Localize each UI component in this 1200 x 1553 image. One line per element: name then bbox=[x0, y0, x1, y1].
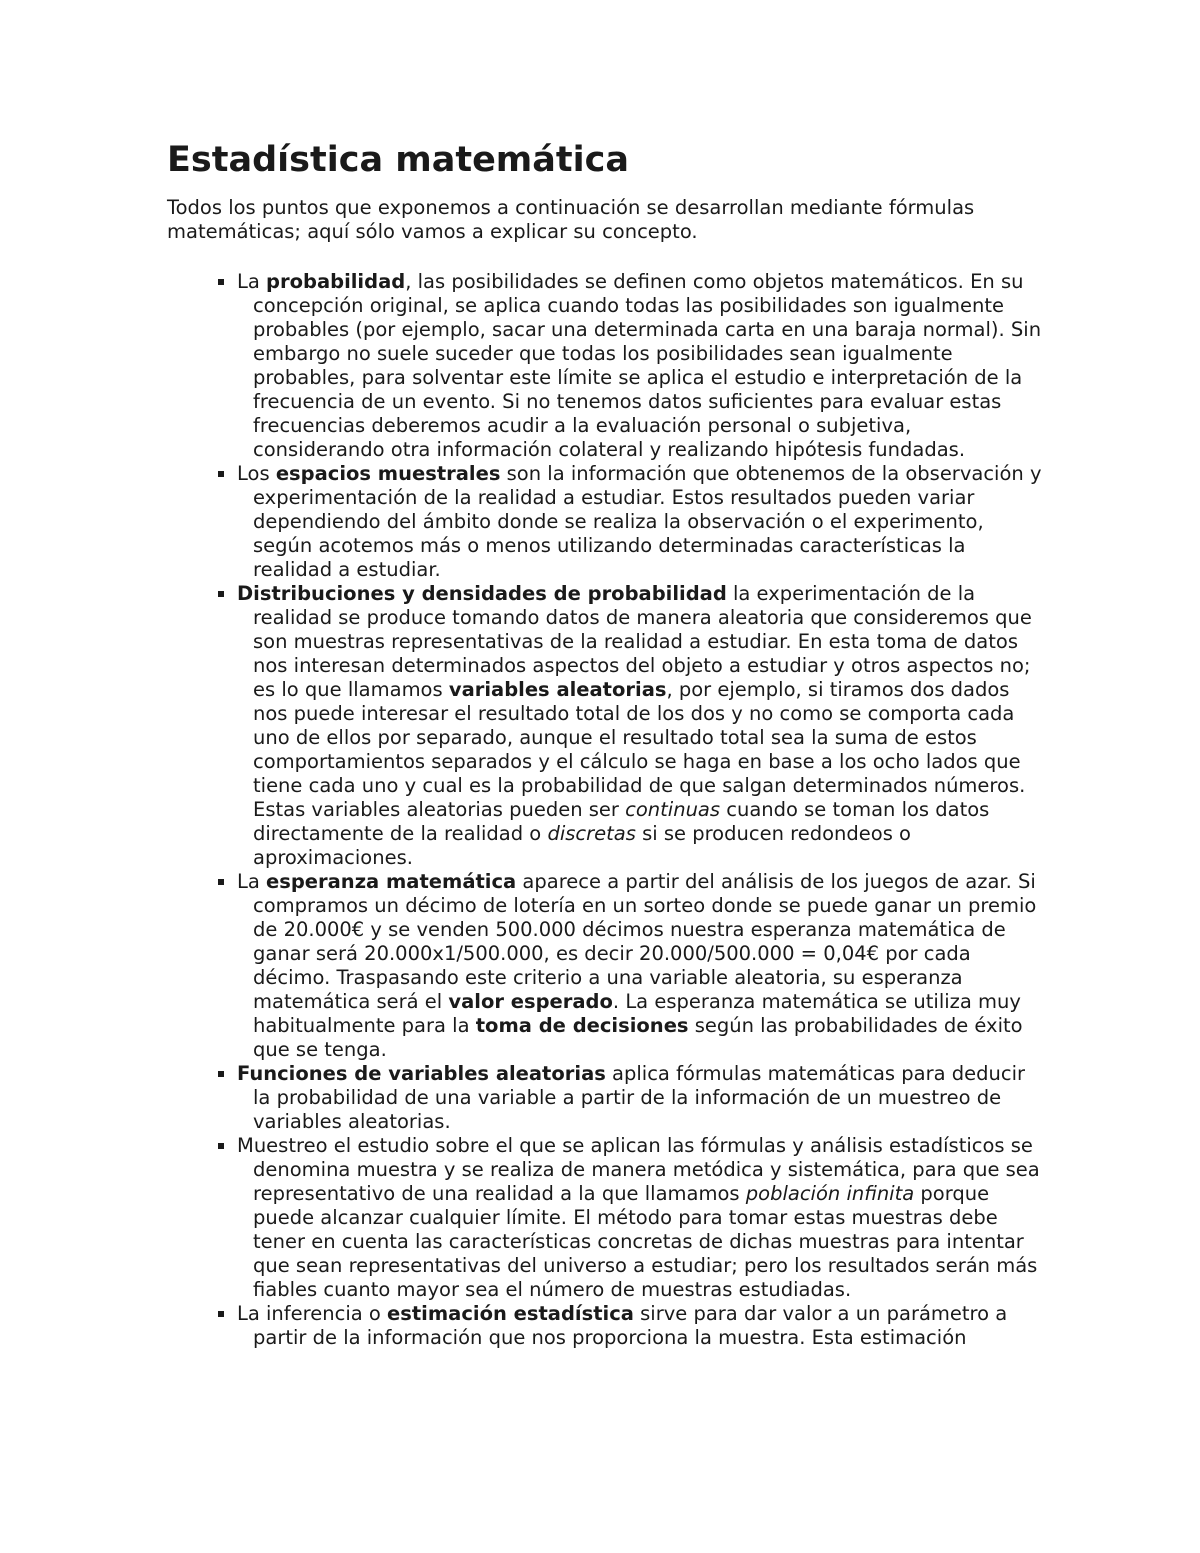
bullet-icon bbox=[218, 1071, 224, 1077]
concept-list bbox=[167, 270, 1047, 1350]
bold-term: toma de decisiones bbox=[475, 1014, 689, 1037]
bold-term: estimación estadística bbox=[387, 1302, 634, 1325]
text-run: La bbox=[237, 270, 267, 293]
list-item-text bbox=[237, 270, 1041, 461]
text-run: la experimentación de la realidad se produce tomando datos de manera aleatoria que consideremos que son muestras representativas de la realidad a estudiar. En esta toma de datos nos interesan determinados aspectos del objeto a estudiar y otros aspectos no; es lo que llamamos bbox=[253, 582, 1032, 701]
text-run: si se producen redondeos o aproximaciones. bbox=[253, 822, 911, 869]
bold-term: espacios muestrales bbox=[275, 462, 501, 485]
text-run: aplica fórmulas matemáticas para deducir la probabilidad de una variable a partir de la información de un muestreo de variables aleatorias. bbox=[253, 1062, 1026, 1133]
list-item bbox=[167, 870, 1047, 1062]
text-run: aparece a partir del análisis de los juegos de azar. Si compramos un décimo de lotería en un sorteo donde se puede ganar un premio de 20.000€ y se venden 500.000 décimos nuestra esperanza matemática de ganar será 20.000x1/500.000, es decir 20.000/500.000 = 0,04€ por cada décimo. Traspasando este criterio a una variable aleatoria, su esperanza matemática será el bbox=[253, 870, 1037, 1013]
text-run: La bbox=[237, 870, 267, 893]
text-run: sirve para dar valor a un parámetro a partir de la información que nos proporciona la muestra. Esta estimación bbox=[253, 1302, 1008, 1349]
bold-term: esperanza matemática bbox=[266, 870, 517, 893]
list-item-text bbox=[237, 870, 1036, 1061]
bold-term: Funciones de variables aleatorias bbox=[237, 1062, 606, 1085]
list-item-text bbox=[237, 1062, 1025, 1133]
list-item bbox=[167, 270, 1047, 462]
italic-term: continuas bbox=[625, 798, 721, 821]
text-run: , las posibilidades se definen como objetos matemáticos. En su concepción original, se aplica cuando todas las posibilidades son igualmente probables (por ejemplo, sacar una determinada carta en una baraja normal). Sin embargo no suele suceder que todas los posibilidades sean igualmente probables, para solventar este límite se aplica el estudio e interpretación de la frecuencia de un evento. Si no tenemos datos suficientes para evaluar estas frecuencias deberemos acudir a la evaluación personal o subjetiva, considerando otra información colateral y realizando hipótesis fundadas. bbox=[253, 270, 1042, 461]
list-item-text bbox=[237, 1302, 1007, 1349]
list-item bbox=[167, 1134, 1047, 1302]
list-item bbox=[167, 462, 1047, 582]
text-run: La inferencia o bbox=[237, 1302, 388, 1325]
list-item-text bbox=[237, 1134, 1040, 1301]
text-run: según las probabilidades de éxito que se tenga. bbox=[253, 1014, 1023, 1061]
text-run: Los bbox=[237, 462, 276, 485]
list-item-text bbox=[237, 462, 1041, 581]
list-item bbox=[167, 1302, 1047, 1350]
text-run: cuando se toman los datos directamente de la realidad o bbox=[253, 798, 990, 845]
bold-term: valor esperado bbox=[448, 990, 613, 1013]
list-item bbox=[167, 1062, 1047, 1134]
list-item bbox=[167, 582, 1047, 870]
bold-term: variables aleatorias bbox=[448, 678, 667, 701]
text-run: Muestreo el estudio sobre el que se aplican las fórmulas y análisis estadísticos se denomina muestra y se realiza de manera metódica y sistemática, para que sea representativo de una realidad a la que llamamos bbox=[237, 1134, 1040, 1205]
document-page bbox=[167, 138, 1047, 1350]
intro-paragraph: Todos los puntos que exponemos a continuación se desarrollan mediante fórmulas matemáticas; aquí sólo vamos a explicar su concepto. bbox=[167, 196, 975, 243]
bullet-icon bbox=[218, 879, 224, 885]
text-run: . La esperanza matemática se utiliza muy habitualmente para la bbox=[253, 990, 1021, 1037]
bullet-icon bbox=[218, 1143, 224, 1149]
bullet-icon bbox=[218, 279, 224, 285]
text-run: son la información que obtenemos de la observación y experimentación de la realidad a estudiar. Estos resultados pueden variar dependiendo del ámbito donde se realiza la observación o el experimento, según acotemos más o menos utilizando determinadas características la realidad a estudiar. bbox=[253, 462, 1042, 581]
bold-term: Distribuciones y densidades de probabilidad bbox=[237, 582, 727, 605]
text-run: , por ejemplo, si tiramos dos dados nos puede interesar el resultado total de los dos y no como se comporta cada uno de ellos por separado, aunque el resultado total sea la suma de estos comportamientos separados y el cálculo se haga en base a los ocho lados que tiene cada uno y cual es la probabilidad de que salgan determinados números. Estas variables aleatorias pueden ser bbox=[253, 678, 1026, 821]
italic-term: discretas bbox=[547, 822, 636, 845]
bold-term: probabilidad bbox=[266, 270, 406, 293]
italic-term: población infinita bbox=[745, 1182, 915, 1205]
bullet-icon bbox=[218, 591, 224, 597]
page-title: Estadística matemática bbox=[167, 140, 629, 180]
text-run: porque puede alcanzar cualquier límite. El método para tomar estas muestras debe tener en cuenta las características concretas de dichas muestras para intentar que sean representativas del universo a estudiar; pero los resultados serán más fiables cuanto mayor sea el número de muestras estudiadas. bbox=[253, 1182, 1038, 1301]
bullet-icon bbox=[218, 471, 224, 477]
bullet-icon bbox=[218, 1311, 224, 1317]
list-item-text bbox=[237, 582, 1032, 869]
